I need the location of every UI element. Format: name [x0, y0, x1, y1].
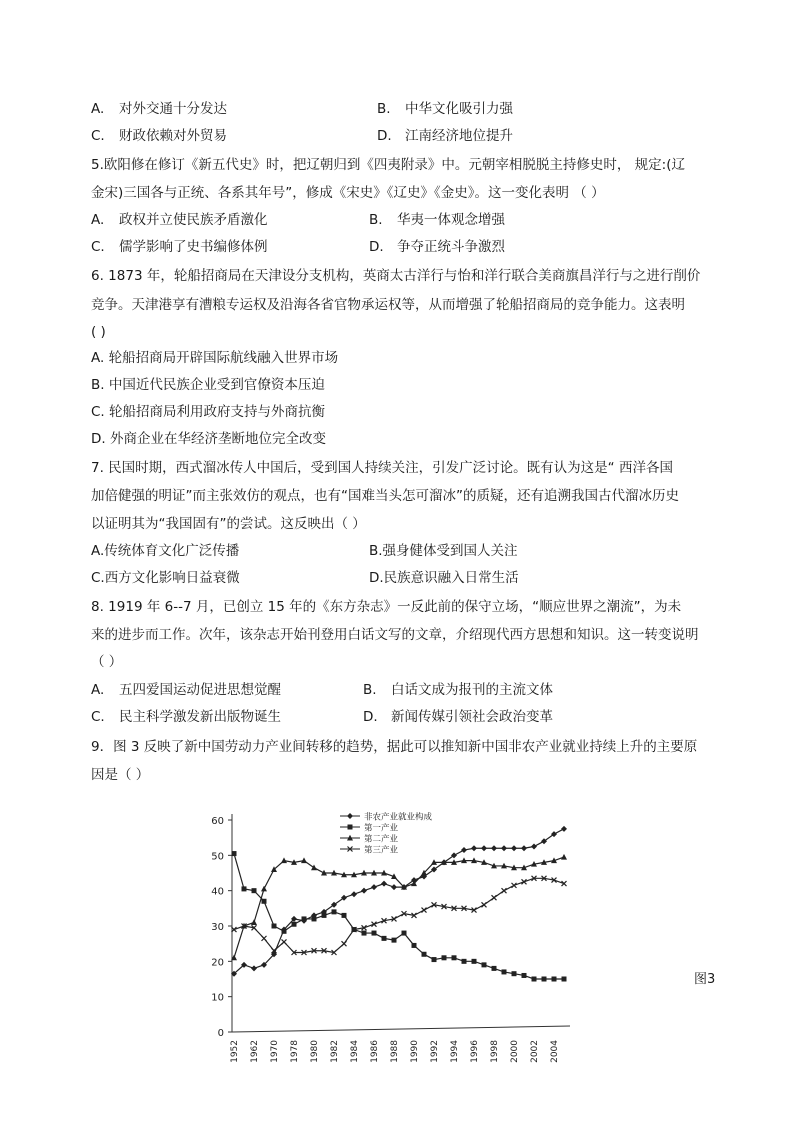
data-point — [392, 938, 397, 943]
x-tick-label: 2004 — [550, 1040, 560, 1063]
data-point — [402, 931, 407, 936]
data-point — [261, 886, 267, 892]
data-point — [262, 936, 267, 941]
q5-stem-line-2: 金宋)三国各与正统、各系其年号”，修成《宋史》《辽史》《金史》。这一变化表明 （ ） — [91, 185, 605, 201]
data-point — [382, 936, 387, 941]
q6-option-d: D. 外商企业在华经济垄断地位完全改变 — [91, 431, 326, 447]
q5-stem-line-1: 5.欧阳修在修订《新五代史》时，把辽朝归到《四夷附录》中。元朝宰相脱脱主持修史时， 规定:(辽 — [91, 157, 685, 173]
q8-option-b — [363, 680, 553, 700]
option-text: 新闻传媒引领社会政治变革 — [391, 709, 553, 725]
data-point — [492, 895, 497, 900]
data-point — [561, 854, 567, 860]
x-tick-label: 1988 — [390, 1040, 400, 1063]
data-point — [491, 845, 497, 851]
data-point — [521, 845, 527, 851]
q9-stem-line-1: 9．图 3 反映了新中国劳动力产业间转移的趋势，据此可以推知新中国非农产业就业持续上升的主要原 — [91, 739, 698, 755]
x-tick-label: 1962 — [250, 1040, 260, 1063]
data-point — [372, 931, 377, 936]
chart-legend — [340, 812, 433, 856]
data-point — [522, 973, 527, 978]
option-tag: C. — [91, 709, 105, 725]
data-point — [251, 919, 257, 925]
y-tick-label: 20 — [211, 957, 224, 969]
q4-option-d — [377, 126, 513, 146]
legend-marker — [348, 825, 353, 830]
x-tick-label: 1980 — [310, 1040, 320, 1063]
data-point — [371, 884, 377, 890]
data-point — [362, 931, 367, 936]
option-text: 白话文成为报刊的主流文体 — [391, 682, 553, 698]
data-point — [442, 955, 447, 960]
q7-stem-line-1: 7. 民国时期，西式溜冰传人中国后，受到国人持续关注，引发广泛讨论。既有认为这是“ 西洋各国 — [91, 460, 673, 476]
option-tag: C. — [91, 128, 105, 144]
q5-option-d — [369, 237, 505, 257]
q7-option-b: B.强身健体受到国人关注 — [369, 543, 518, 559]
option-text: 财政依赖对外贸易 — [119, 128, 227, 144]
data-point — [272, 924, 277, 929]
data-point — [342, 941, 347, 946]
option-text: 华夷一体观念增强 — [397, 212, 505, 228]
q6-option-a: A. 轮船招商局开辟国际航线融入世界市场 — [91, 350, 339, 366]
series-1 — [231, 826, 567, 977]
y-tick-label: 0 — [217, 1028, 224, 1039]
data-point — [501, 845, 507, 851]
data-point — [332, 909, 337, 914]
x-tick-label: 1992 — [430, 1040, 440, 1063]
q4-option-b — [377, 99, 513, 119]
data-point — [232, 851, 237, 856]
data-point — [532, 977, 537, 982]
legend-label: 第二产业 — [364, 834, 399, 845]
option-text: 五四爱国运动促进思想觉醒 — [119, 682, 281, 698]
q7-stem-line-3: 以证明其为“我国固有”的尝试。这反映出（ ） — [91, 516, 366, 532]
option-tag: A. — [91, 682, 105, 698]
x-axis-line — [232, 1026, 570, 1032]
q8-stem-line-3: （ ） — [91, 654, 123, 670]
data-point — [262, 899, 267, 904]
data-point — [242, 886, 247, 891]
x-tick-label: 1982 — [330, 1040, 340, 1063]
y-tick-label: 50 — [211, 851, 224, 863]
data-point — [511, 845, 517, 851]
data-point — [381, 881, 387, 887]
q6-option-b: B. 中国近代民族企业受到官僚资本压迫 — [91, 377, 325, 393]
data-point — [512, 971, 517, 976]
data-point — [502, 888, 507, 893]
y-tick-label: 10 — [211, 992, 224, 1004]
data-point — [542, 977, 547, 982]
x-tick-label: 2000 — [510, 1040, 520, 1063]
q8-stem-line-2: 来的进步而工作。次年，该杂志开始刊登用白话文写的文章，介绍现代西方思想和知识。这一转变说明 — [91, 627, 699, 643]
x-tick-label: 1994 — [450, 1040, 460, 1063]
q7-stem-line-2: 加倍健强的明证”而主张效仿的观点，也有“国难当头怎可溜冰”的质疑，还有追溯我国古代溜冰历史 — [91, 488, 679, 504]
data-point — [492, 966, 497, 971]
data-point — [351, 891, 357, 897]
x-tick-label: 1970 — [270, 1040, 280, 1063]
x-tick-label: 1978 — [290, 1040, 300, 1063]
y-tick-label: 60 — [211, 816, 224, 827]
q8-stem-line-1: 8. 1919 年 6--7 月，已创立 15 年的《东方杂志》一反此前的保守立场，“顺应世界之潮流”，为未 — [91, 599, 682, 615]
chart-series-layer — [231, 826, 567, 982]
q5-option-c — [91, 237, 268, 257]
data-point — [301, 857, 307, 863]
data-point — [251, 965, 257, 971]
option-tag: B. — [377, 101, 391, 117]
q7-option-d: D.民族意识融入日常生活 — [369, 570, 519, 586]
data-point — [391, 884, 397, 890]
data-point — [552, 977, 557, 982]
data-point — [412, 943, 417, 948]
data-point — [502, 969, 507, 974]
q8-option-a — [91, 680, 281, 700]
legend-label: 第一产业 — [364, 823, 399, 834]
x-tick-label: 1952 — [230, 1040, 240, 1063]
option-tag: B. — [369, 212, 383, 228]
data-point — [482, 902, 487, 907]
data-point — [561, 826, 567, 832]
data-point — [322, 913, 327, 918]
option-text: 江南经济地位提升 — [405, 128, 513, 144]
option-text: 争夺正统斗争激烈 — [397, 239, 505, 255]
data-point — [282, 929, 287, 934]
data-point — [432, 957, 437, 962]
x-tick-label: 1990 — [410, 1040, 420, 1063]
q6-stem-line-3: ( ) — [91, 324, 106, 340]
data-point — [531, 844, 537, 850]
option-tag: B. — [363, 682, 377, 698]
x-tick-label: 1986 — [370, 1040, 380, 1063]
q5-option-b — [369, 210, 505, 230]
q6-option-c: C. 轮船招商局利用政府支持与外商抗衡 — [91, 404, 326, 420]
data-point — [292, 922, 297, 927]
q4-option-a — [91, 99, 227, 119]
option-tag: D. — [377, 128, 392, 144]
labor-structure-line-chart — [190, 808, 590, 1070]
q9-stem-line-2: 因是（ ） — [91, 767, 150, 783]
option-text: 政权并立使民族矛盾激化 — [119, 212, 268, 228]
option-tag: A. — [91, 212, 105, 228]
data-point — [252, 888, 257, 893]
data-point — [422, 908, 427, 913]
data-point — [461, 847, 467, 853]
data-point — [452, 955, 457, 960]
data-point — [282, 939, 287, 944]
option-text: 民主科学激发新出版物诞生 — [119, 709, 281, 725]
data-point — [422, 952, 427, 957]
x-tick-label: 1984 — [350, 1040, 360, 1063]
q8-option-c — [91, 707, 281, 727]
q4-option-c — [91, 126, 227, 146]
data-point — [562, 977, 567, 982]
legend-label: 第三产业 — [364, 845, 399, 856]
option-text: 中华文化吸引力强 — [405, 101, 513, 117]
q6-stem-line-2: 竞争。天津港享有漕粮专运权及沿海各省官物承运权等，从而增强了轮船招商局的竞争能力。这表明 — [91, 297, 685, 313]
option-tag: C. — [91, 239, 105, 255]
legend-marker — [347, 813, 353, 819]
data-point — [281, 857, 287, 863]
data-point — [302, 916, 307, 921]
data-point — [472, 959, 477, 964]
legend-label: 非农产业就业构成 — [364, 812, 433, 823]
data-point — [481, 845, 487, 851]
q6-stem-line-1: 6. 1873 年，轮船招商局在天津设分支机构，英商太古洋行与怡和洋行联合美商旗昌洋行与之进行削价 — [91, 268, 701, 284]
x-tick-label: 1998 — [490, 1040, 500, 1063]
data-point — [312, 916, 317, 921]
y-tick-label: 30 — [211, 922, 224, 933]
figure-label: 图3 — [694, 972, 716, 987]
y-tick-label: 40 — [211, 886, 224, 898]
data-point — [361, 888, 367, 894]
data-point — [342, 913, 347, 918]
q7-option-a: A.传统体育文化广泛传播 — [91, 543, 240, 559]
x-tick-label: 1996 — [470, 1040, 480, 1063]
option-text: 对外交通十分发达 — [119, 101, 227, 117]
data-point — [311, 865, 317, 871]
data-point — [471, 845, 477, 851]
q8-option-d — [363, 707, 553, 727]
data-point — [462, 959, 467, 964]
data-point — [482, 962, 487, 967]
q5-option-a — [91, 210, 268, 230]
option-tag: A. — [91, 101, 105, 117]
q7-option-c: C.西方文化影响日益衰微 — [91, 570, 240, 586]
option-text: 儒学影响了史书编修体例 — [119, 239, 268, 255]
option-tag: D. — [363, 709, 378, 725]
option-tag: D. — [369, 239, 384, 255]
x-tick-label: 2002 — [530, 1040, 540, 1063]
